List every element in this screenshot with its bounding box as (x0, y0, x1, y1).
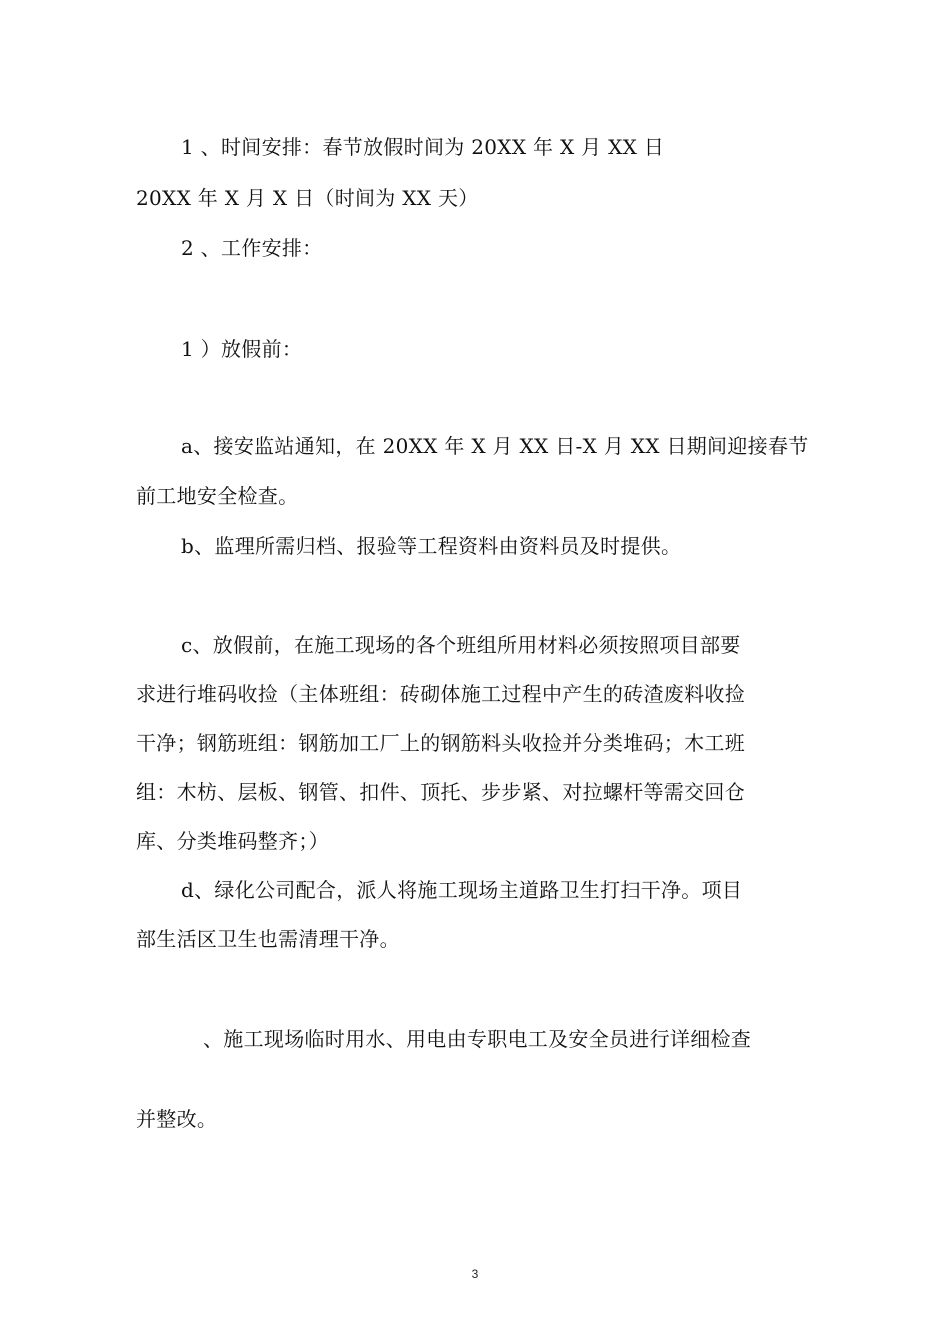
item-c-line-1: c、放假前，在施工现场的各个班组所用材料必须按照项目部要 (181, 633, 741, 657)
item-d-line-1: d、绿化公司配合，派人将施工现场主道路卫生打扫干净。项目 (181, 878, 743, 902)
item-c-line-3: 干净；钢筋班组：钢筋加工厂上的钢筋料头收捡并分类堆码；木工班 (136, 731, 745, 755)
item-c-line-5: 库、分类堆码整齐；） (136, 829, 329, 853)
item-a-line-1: a、接安监站通知，在 20XX 年 X 月 XX 日-X 月 XX 日期间迎接春节 (181, 434, 809, 458)
time-arrangement-line: 1 、时间安排：春节放假时间为 20XX 年 X 月 XX 日 (181, 135, 665, 159)
item-e-line-2: 并整改。 (136, 1107, 218, 1131)
page-number: 3 (471, 1267, 479, 1281)
item-a-line-2: 前工地安全检查。 (136, 484, 299, 508)
item-d-line-2: 部生活区卫生也需清理干净。 (136, 927, 400, 951)
item-e-line-1: 、施工现场临时用水、用电由专职电工及安全员进行详细检查 (203, 1027, 752, 1051)
item-c-line-2: 求进行堆码收捡（主体班组：砖砌体施工过程中产生的砖渣废料收捡 (136, 682, 745, 706)
before-holiday-heading: 1 ）放假前： (181, 337, 303, 361)
item-b-line: b、监理所需归档、报验等工程资料由资料员及时提供。 (181, 534, 682, 558)
work-arrangement-heading: 2 、工作安排： (181, 236, 323, 260)
item-c-line-4: 组：木枋、层板、钢管、扣件、顶托、步步紧、对拉螺杆等需交回仓 (136, 780, 745, 804)
time-arrangement-continuation: 20XX 年 X 月 X 日（时间为 XX 天） (136, 186, 479, 210)
